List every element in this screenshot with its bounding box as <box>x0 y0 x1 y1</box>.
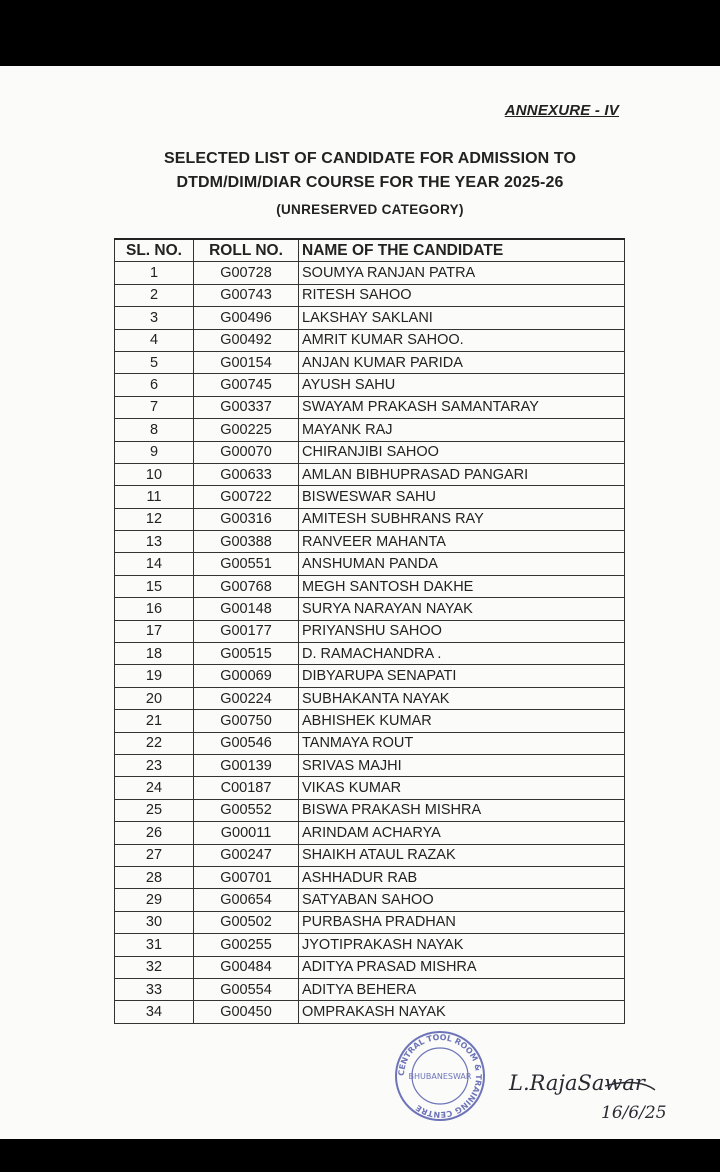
row-candidate-name: BISWA PRAKASH MISHRA <box>299 799 625 821</box>
table-row <box>115 531 625 553</box>
row-sl-no: 17 <box>115 620 194 642</box>
row-sl-no: 28 <box>115 866 194 888</box>
table-row <box>115 799 625 821</box>
row-roll-no: G00546 <box>194 732 299 754</box>
signature-name: L.RajaSawar <box>509 1071 645 1095</box>
row-roll-no: G00069 <box>194 665 299 687</box>
row-candidate-name: ARINDAM ACHARYA <box>299 822 625 844</box>
row-sl-no: 2 <box>115 284 194 306</box>
table-body <box>115 262 625 1023</box>
row-candidate-name: SHAIKH ATAUL RAZAK <box>299 844 625 866</box>
table-row <box>115 911 625 933</box>
row-sl-no: 20 <box>115 687 194 709</box>
row-candidate-name: ASHHADUR RAB <box>299 866 625 888</box>
row-candidate-name: ADITYA PRASAD MISHRA <box>299 956 625 978</box>
row-candidate-name: AMITESH SUBHRANS RAY <box>299 508 625 530</box>
row-roll-no: G00496 <box>194 307 299 329</box>
header-candidate-name: NAME OF THE CANDIDATE <box>299 239 625 262</box>
table-row <box>115 307 625 329</box>
row-roll-no: G00728 <box>194 262 299 284</box>
row-roll-no: G00247 <box>194 844 299 866</box>
seal-center-text: BHUBANESWAR <box>408 1072 472 1081</box>
table-row <box>115 934 625 956</box>
row-sl-no: 16 <box>115 598 194 620</box>
row-sl-no: 26 <box>115 822 194 844</box>
row-candidate-name: AMLAN BIBHUPRASAD PANGARI <box>299 463 625 485</box>
signature <box>505 1060 685 1130</box>
row-sl-no: 32 <box>115 956 194 978</box>
row-roll-no: G00768 <box>194 575 299 597</box>
table-row <box>115 866 625 888</box>
row-candidate-name: SUBHAKANTA NAYAK <box>299 687 625 709</box>
table-row <box>115 553 625 575</box>
row-candidate-name: OMPRAKASH NAYAK <box>299 1001 625 1023</box>
row-roll-no: G00701 <box>194 866 299 888</box>
row-sl-no: 18 <box>115 643 194 665</box>
row-candidate-name: JYOTIPRAKASH NAYAK <box>299 934 625 956</box>
table-row <box>115 419 625 441</box>
table-row <box>115 284 625 306</box>
row-sl-no: 19 <box>115 665 194 687</box>
table-row <box>115 754 625 776</box>
row-sl-no: 31 <box>115 934 194 956</box>
row-candidate-name: PURBASHA PRADHAN <box>299 911 625 933</box>
row-candidate-name: AMRIT KUMAR SAHOO. <box>299 329 625 351</box>
row-roll-no: G00148 <box>194 598 299 620</box>
row-roll-no: G00450 <box>194 1001 299 1023</box>
row-candidate-name: AYUSH SAHU <box>299 374 625 396</box>
header-sl-no: SL. NO. <box>115 239 194 262</box>
row-candidate-name: BISWESWAR SAHU <box>299 486 625 508</box>
row-candidate-name: LAKSHAY SAKLANI <box>299 307 625 329</box>
row-roll-no: G00388 <box>194 531 299 553</box>
table-row <box>115 665 625 687</box>
row-sl-no: 3 <box>115 307 194 329</box>
row-candidate-name: ADITYA BEHERA <box>299 978 625 1000</box>
row-sl-no: 5 <box>115 351 194 373</box>
row-roll-no: G00750 <box>194 710 299 732</box>
row-roll-no: G00139 <box>194 754 299 776</box>
row-sl-no: 13 <box>115 531 194 553</box>
table-row <box>115 889 625 911</box>
row-candidate-name: RANVEER MAHANTA <box>299 531 625 553</box>
table-row <box>115 687 625 709</box>
row-roll-no: C00187 <box>194 777 299 799</box>
row-roll-no: G00551 <box>194 553 299 575</box>
row-roll-no: G00011 <box>194 822 299 844</box>
header-roll-no: ROLL NO. <box>194 239 299 262</box>
table-row <box>115 822 625 844</box>
table-row <box>115 844 625 866</box>
row-roll-no: G00154 <box>194 351 299 373</box>
row-candidate-name: DIBYARUPA SENAPATI <box>299 665 625 687</box>
row-candidate-name: ANSHUMAN PANDA <box>299 553 625 575</box>
row-sl-no: 29 <box>115 889 194 911</box>
row-roll-no: G00654 <box>194 889 299 911</box>
row-roll-no: G00552 <box>194 799 299 821</box>
table-row <box>115 643 625 665</box>
row-sl-no: 11 <box>115 486 194 508</box>
table-row <box>115 1001 625 1023</box>
row-roll-no: G00337 <box>194 396 299 418</box>
table-row <box>115 598 625 620</box>
row-sl-no: 30 <box>115 911 194 933</box>
table-row <box>115 262 625 284</box>
table-row <box>115 374 625 396</box>
row-roll-no: G00743 <box>194 284 299 306</box>
table-row <box>115 710 625 732</box>
row-sl-no: 9 <box>115 441 194 463</box>
row-candidate-name: SATYABAN SAHOO <box>299 889 625 911</box>
row-sl-no: 25 <box>115 799 194 821</box>
row-candidate-name: MAYANK RAJ <box>299 419 625 441</box>
table-row <box>115 575 625 597</box>
row-candidate-name: SRIVAS MAJHI <box>299 754 625 776</box>
row-sl-no: 10 <box>115 463 194 485</box>
document-title-line1: SELECTED LIST OF CANDIDATE FOR ADMISSION TO <box>163 150 576 167</box>
row-sl-no: 33 <box>115 978 194 1000</box>
row-candidate-name: MEGH SANTOSH DAKHE <box>299 575 625 597</box>
row-candidate-name: ABHISHEK KUMAR <box>299 710 625 732</box>
row-roll-no: G00554 <box>194 978 299 1000</box>
table-row <box>115 777 625 799</box>
row-roll-no: G00070 <box>194 441 299 463</box>
row-roll-no: G00502 <box>194 911 299 933</box>
row-sl-no: 14 <box>115 553 194 575</box>
row-sl-no: 34 <box>115 1001 194 1023</box>
table-row <box>115 486 625 508</box>
row-roll-no: G00492 <box>194 329 299 351</box>
table-row <box>115 508 625 530</box>
table-row <box>115 463 625 485</box>
annexure-label: ANNEXURE - IV <box>504 102 619 119</box>
row-sl-no: 27 <box>115 844 194 866</box>
row-sl-no: 7 <box>115 396 194 418</box>
row-sl-no: 22 <box>115 732 194 754</box>
official-seal <box>392 1030 488 1122</box>
table-row <box>115 329 625 351</box>
row-sl-no: 1 <box>115 262 194 284</box>
row-roll-no: G00225 <box>194 419 299 441</box>
row-candidate-name: TANMAYA ROUT <box>299 732 625 754</box>
document-title-line2: DTDM/DIM/DIAR COURSE FOR THE YEAR 2025-26 <box>176 174 564 191</box>
row-roll-no: G00484 <box>194 956 299 978</box>
row-candidate-name: RITESH SAHOO <box>299 284 625 306</box>
row-sl-no: 23 <box>115 754 194 776</box>
row-candidate-name: ANJAN KUMAR PARIDA <box>299 351 625 373</box>
row-candidate-name: CHIRANJIBI SAHOO <box>299 441 625 463</box>
row-sl-no: 12 <box>115 508 194 530</box>
row-roll-no: G00224 <box>194 687 299 709</box>
row-sl-no: 21 <box>115 710 194 732</box>
table-row <box>115 396 625 418</box>
table-row <box>115 620 625 642</box>
row-candidate-name: SURYA NARAYAN NAYAK <box>299 598 625 620</box>
row-sl-no: 6 <box>115 374 194 396</box>
table-row <box>115 956 625 978</box>
table-row <box>115 351 625 373</box>
row-candidate-name: SWAYAM PRAKASH SAMANTARAY <box>299 396 625 418</box>
row-sl-no: 4 <box>115 329 194 351</box>
row-candidate-name: SOUMYA RANJAN PATRA <box>299 262 625 284</box>
row-candidate-name: D. RAMACHANDRA . <box>299 643 625 665</box>
table-row <box>115 441 625 463</box>
table-row <box>115 732 625 754</box>
row-sl-no: 15 <box>115 575 194 597</box>
row-sl-no: 24 <box>115 777 194 799</box>
category-label: (UNRESERVED CATEGORY) <box>276 202 464 217</box>
seal-outer-text: CENTRAL TOOL ROOM & TRAINING CENTRE <box>396 1032 484 1120</box>
row-roll-no: G00255 <box>194 934 299 956</box>
signature-date: 16/6/25 <box>601 1103 667 1123</box>
row-roll-no: G00177 <box>194 620 299 642</box>
row-candidate-name: PRIYANSHU SAHOO <box>299 620 625 642</box>
row-roll-no: G00633 <box>194 463 299 485</box>
candidate-table <box>114 238 625 1024</box>
row-roll-no: G00316 <box>194 508 299 530</box>
document-page <box>0 66 720 1139</box>
row-roll-no: G00722 <box>194 486 299 508</box>
row-roll-no: G00745 <box>194 374 299 396</box>
row-sl-no: 8 <box>115 419 194 441</box>
row-candidate-name: VIKAS KUMAR <box>299 777 625 799</box>
table-header-row <box>115 239 625 262</box>
table-row <box>115 978 625 1000</box>
row-roll-no: G00515 <box>194 643 299 665</box>
